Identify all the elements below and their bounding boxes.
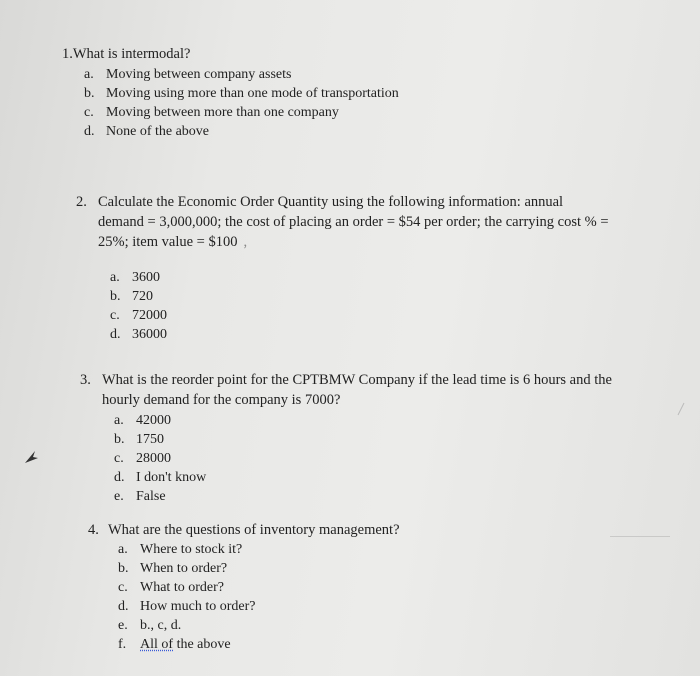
option-c[interactable]: c. 72000	[110, 308, 167, 323]
question-text: What are the questions of inventory management?	[108, 522, 400, 538]
question-text: What is intermodal?	[72, 46, 191, 62]
question-number: 4.	[88, 522, 99, 538]
comma-mark: ,	[243, 234, 248, 250]
question-1-stem	[62, 44, 377, 64]
question-text-line: 25%; item value = $100 ,	[98, 234, 248, 250]
question-text-line: hourly demand for the company is 7000?	[102, 392, 341, 408]
option-c[interactable]: c. What to order?	[118, 580, 224, 595]
option-b[interactable]: b. 720	[110, 289, 153, 304]
option-b[interactable]: b. Moving using more than one mode of transportation	[84, 86, 399, 101]
option-list	[84, 65, 399, 141]
question-3	[80, 370, 612, 505]
option-d[interactable]: d. I don't know	[114, 470, 207, 485]
cursor-arrow-icon	[22, 446, 42, 466]
question-3-stem	[80, 370, 612, 410]
question-number: 1.	[62, 46, 73, 62]
option-d[interactable]: d. 36000	[110, 327, 167, 342]
question-2-stem	[76, 192, 609, 252]
option-list	[110, 268, 643, 344]
option-list	[118, 540, 430, 654]
option-b[interactable]: b. When to order?	[118, 561, 228, 576]
option-e[interactable]: e. False	[114, 489, 166, 504]
question-number: 3.	[80, 372, 91, 388]
option-d[interactable]: d. None of the above	[84, 124, 210, 139]
question-text-line: What is the reorder point for the CPTBMW Company if the lead time is 6 hours and the	[102, 372, 612, 388]
option-a[interactable]: a. 3600	[110, 270, 160, 285]
question-4-stem	[88, 520, 400, 540]
option-list	[114, 411, 646, 506]
faint-rule	[610, 536, 670, 537]
option-b[interactable]: b. 1750	[114, 432, 164, 447]
question-number: 2.	[76, 194, 87, 210]
option-c[interactable]: c. 28000	[114, 451, 171, 466]
option-c[interactable]: c. Moving between more than one company	[84, 105, 339, 120]
option-e[interactable]: e. b., c, d.	[118, 618, 182, 633]
spellcheck-underline: All of	[140, 637, 174, 652]
option-a[interactable]: a. 42000	[114, 413, 171, 428]
option-a[interactable]: a. Moving between company assets	[84, 67, 292, 82]
option-f[interactable]: f. All of the above	[118, 637, 231, 652]
question-2	[76, 192, 609, 342]
question-text-line: demand = 3,000,000; the cost of placing an order = $54 per order; the carrying cost % =	[98, 214, 609, 230]
question-1	[62, 44, 399, 140]
option-a[interactable]: a. Where to stock it?	[118, 542, 243, 557]
option-d[interactable]: d. How much to order?	[118, 599, 256, 614]
question-4	[88, 520, 400, 654]
pen-tick-mark-icon	[676, 402, 686, 416]
question-text-line: Calculate the Economic Order Quantity using the following information: annual	[98, 194, 564, 210]
